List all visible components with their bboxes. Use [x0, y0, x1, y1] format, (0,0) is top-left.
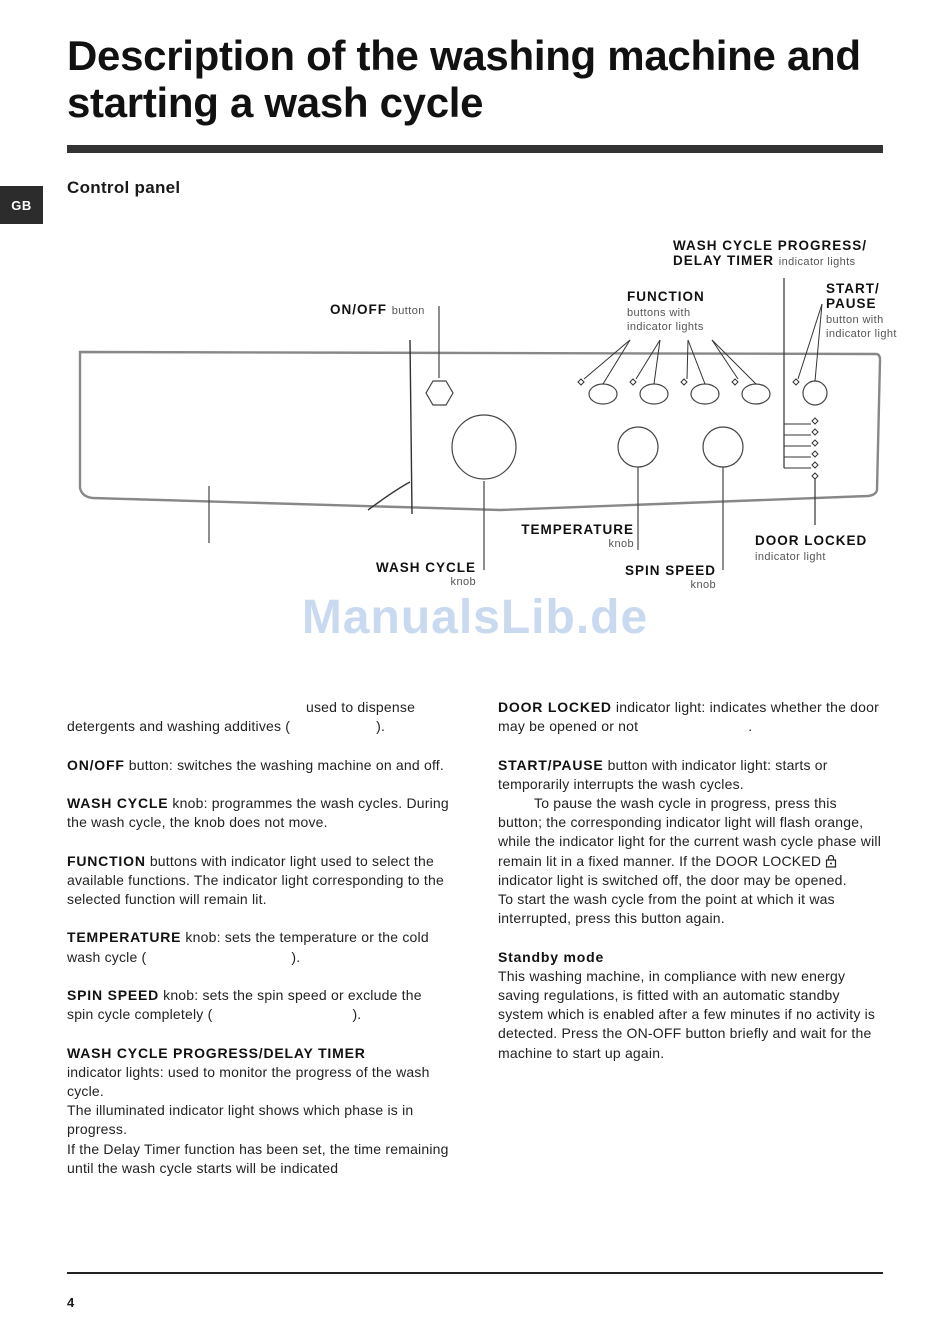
paragraph-spin-speed: SPIN SPEED knob: sets the spin speed or exclude the spin cycle completely ( ).: [67, 986, 422, 1023]
paragraph-temperature: TEMPERATURE knob: sets the temperature or the cold wash cycle ( ).: [67, 929, 429, 965]
panel-outline: [80, 352, 880, 510]
start-pause-light: [793, 379, 799, 385]
label-start-pause-title-1: START/: [826, 281, 880, 296]
control-panel-diagram: [0, 230, 950, 570]
spin-speed-knob: [703, 427, 743, 467]
paragraph-detergent: used to dispense detergents and washing additives ( ).: [67, 699, 416, 735]
label-spin-speed-title: SPIN SPEED: [624, 563, 716, 578]
label-door-locked-sub: indicator light: [755, 551, 826, 563]
label-onoff-title: ON/OFF: [330, 302, 387, 317]
start-pause-button: [803, 381, 827, 405]
label-onoff-sub: button: [391, 305, 425, 317]
label-wash-cycle-sub: knob: [450, 576, 476, 588]
label-door-locked-title: DOOR LOCKED: [755, 533, 868, 548]
paragraph-function: FUNCTION buttons with indicator light used to select the available functions. The indicator light corresponding to the selected function will remain lit.: [67, 852, 444, 907]
progress-indicator-lights: [784, 418, 818, 479]
label-wash-cycle-title: WASH CYCLE: [375, 560, 476, 575]
paragraph-progress: WASH CYCLE PROGRESS/DELAY TIMER indicator lights: used to monitor the progress of the wash cycle. The illuminated indicator light shows which phase is in progress. If the Delay Timer function has been set, the time remaining until the wash cycle starts will be indicated: [67, 1044, 449, 1176]
label-function-sub-1: buttons with: [627, 307, 691, 319]
label-function-sub-2: indicator lights: [627, 321, 704, 333]
label-function-title: FUNCTION: [627, 289, 705, 304]
label-start-pause-title-2: PAUSE: [826, 296, 877, 311]
section-heading: Control panel: [67, 178, 181, 197]
label-wash-progress-title-2: DELAY TIMER: [673, 253, 775, 268]
drawer-edge: [410, 340, 412, 514]
paragraph-start-pause: START/PAUSE button with indicator light: starts or temporarily interrupts the wash cycles. To pause the wash cycle in progress, press this button; the corresponding indicator light will flash orange, while the indicator light for the current wash cycle phase will remain lit in a fixed manner. If the DOOR LOCKED indicator light is switched off, the door may be opened. To start the wash cycle from the point at which it was interrupted, press this button again.: [498, 756, 881, 927]
label-spin-speed-sub: knob: [690, 579, 716, 591]
paragraph-door-locked: DOOR LOCKED indicator light: indicates whether the door may be opened or not .: [498, 699, 879, 735]
left-column: [67, 698, 452, 1178]
function-button-4: [742, 384, 770, 404]
paragraph-standby: Standby mode This washing machine, in compliance with new energy saving regulations, is fitted with an automatic standby system which is enabled after a few minutes if no activity is detected. Press the ON-OFF button briefly and wait for the machine to start up again.: [498, 948, 876, 1061]
label-wash-progress-sub: indicator lights: [778, 256, 856, 268]
function-leaders: [584, 340, 756, 384]
temperature-knob: [618, 427, 658, 467]
function-button-1: [589, 384, 617, 404]
label-temperature-title: TEMPERATURE: [521, 522, 634, 537]
label-start-pause-sub-2: indicator light: [826, 328, 897, 340]
function-button-2: [640, 384, 668, 404]
label-temperature-sub: knob: [608, 538, 634, 550]
wash-cycle-knob: [452, 415, 516, 479]
paragraph-wash-cycle: WASH CYCLE knob: programmes the wash cycles. During the wash cycle, the knob does not move.: [67, 794, 449, 831]
language-tab: GB: [0, 186, 43, 224]
page-number: 4: [67, 1295, 75, 1310]
title-rule: [67, 145, 883, 153]
watermark: ManualsLib.de: [301, 591, 649, 644]
paragraph-onoff: ON/OFF button: switches the washing machine on and off.: [67, 756, 444, 773]
page-title: Description of the washing machine and starting a wash cycle: [67, 32, 861, 126]
onoff-button: [426, 381, 453, 405]
lock-icon: [825, 854, 837, 868]
footer-rule: [67, 1272, 883, 1274]
function-button-3: [691, 384, 719, 404]
right-column: [498, 698, 883, 1063]
label-wash-progress-title-1: WASH CYCLE PROGRESS/: [673, 238, 868, 253]
label-start-pause-sub-1: button with: [826, 314, 884, 326]
